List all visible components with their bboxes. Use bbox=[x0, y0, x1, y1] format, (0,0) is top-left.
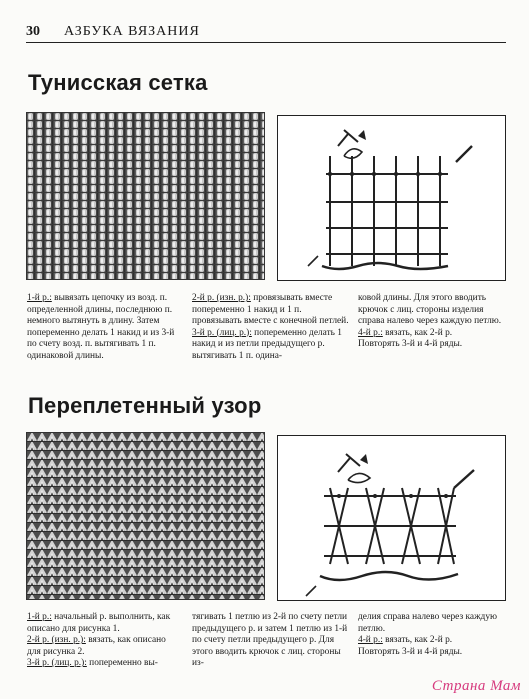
row-text: вязать, как описано для рисунка 2. bbox=[27, 635, 166, 657]
row-text: Повторять 3-й и 4-й ряды. bbox=[358, 339, 463, 349]
row-text: Повторять 3-й и 4-й ряды. bbox=[358, 646, 463, 657]
row-text: вязать, как 2-й р. bbox=[382, 327, 453, 338]
row-label: 3-й р. (лиц. р.): bbox=[27, 658, 87, 668]
row-label: 1-й р.: bbox=[27, 293, 52, 303]
row-label: 2-й р. (изн. р.): bbox=[27, 635, 86, 645]
row-text: попеременно делать 1 накид и из петли предыдущего р. вытягивать 1 п. одина- bbox=[192, 327, 342, 361]
instructions-col-1 bbox=[27, 293, 179, 362]
stitch-diagram-tunisian-mesh bbox=[277, 115, 506, 281]
row-text: вывязать цепочку из возд. п. определенной длины, последнюю п. немного вытянуть в длину. Затем попеременно делать 1 накид и из 3-й по счету возд. п. вытягивать 1 п. одинаковой длины. bbox=[27, 293, 175, 361]
knit-texture-2 bbox=[27, 433, 264, 599]
instructions-col-2 bbox=[192, 293, 352, 362]
row-label: 4-й р.: bbox=[358, 635, 383, 645]
knit-texture-1 bbox=[27, 113, 264, 279]
row-text: тягивать 1 петлю из 2-й по счету петли предыдущего р. и затем 1 петлю из 1-й по счету петли предыдущего р. Для этого вводить крючок с лиц. стороны из- bbox=[192, 612, 348, 668]
row-label: 3-й р. (лиц. р.): bbox=[192, 327, 252, 338]
page-header bbox=[26, 20, 506, 43]
stitch-chart-1 bbox=[278, 116, 505, 280]
row-text: вязать, как 2-й р. bbox=[382, 635, 453, 645]
row-label: 1-й р.: bbox=[27, 612, 52, 622]
stitch-chart-2 bbox=[278, 436, 505, 600]
section-title-interlaced-pattern: Переплетенный узор bbox=[28, 393, 262, 418]
site-watermark: Страна Мам bbox=[431, 678, 521, 694]
row-text: попеременно вы- bbox=[86, 658, 158, 668]
section-title-tunisian-mesh: Тунисская сетка bbox=[28, 70, 208, 95]
instructions2-col-3 bbox=[358, 612, 506, 658]
running-title: АЗБУКА ВЯЗАНИЯ bbox=[64, 24, 200, 39]
knit-photo-tunisian-mesh bbox=[26, 112, 265, 280]
instructions-col-3 bbox=[358, 293, 506, 351]
row-text: ковой длины. Для этого вводить крючок с лиц. стороны изделия справа налево через каждую петлю. bbox=[358, 293, 502, 326]
knit-photo-interlaced-pattern bbox=[26, 432, 265, 600]
row-text: начальный р. выполнить, как описано для рисунка 1. bbox=[27, 612, 171, 634]
page-number: 30 bbox=[26, 24, 40, 39]
instructions2-col-1 bbox=[27, 612, 179, 670]
row-text: провязывать вместе попеременно 1 накид и 1 п. провязывать вместе с конечной петлей. bbox=[192, 293, 349, 326]
row-label: 4-й р.: bbox=[358, 327, 383, 338]
row-label: 2-й р. (изн. р.): bbox=[192, 293, 251, 303]
stitch-diagram-interlaced-pattern bbox=[277, 435, 506, 601]
instructions2-col-2 bbox=[192, 612, 352, 670]
row-text: делия справа налево через каждую петлю. bbox=[358, 612, 498, 634]
